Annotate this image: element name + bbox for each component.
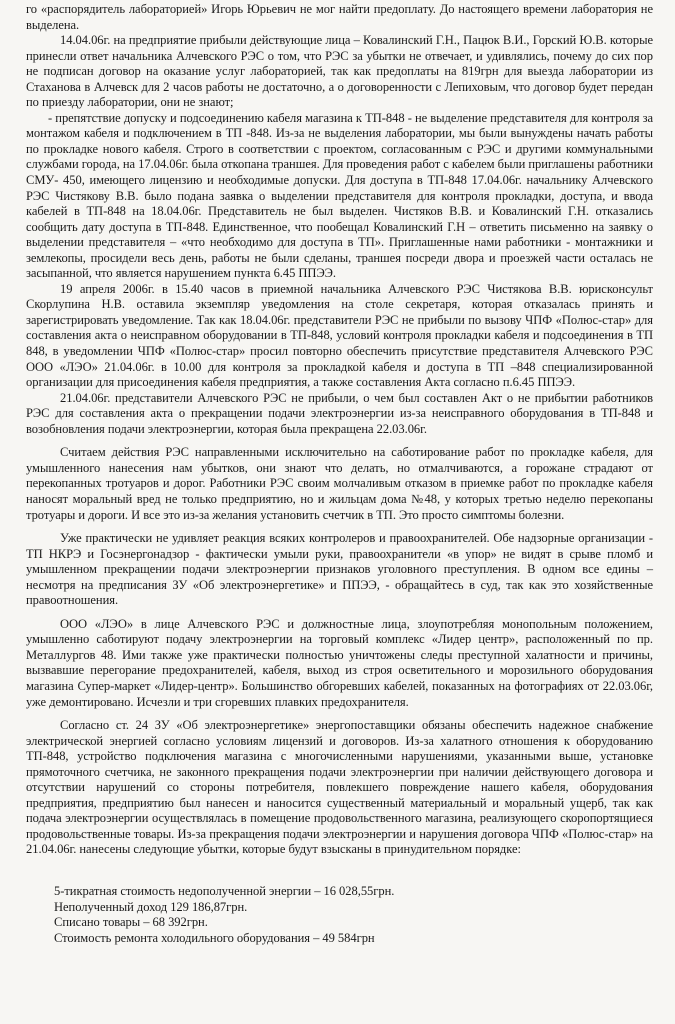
loss-item: Стоимость ремонта холодильного оборудования – 49 584грн: [54, 930, 375, 945]
loss-item: Неполученный доход 129 186,87грн.: [54, 899, 248, 914]
paragraph-intro: го «распорядитель лабораторией» Игорь Юрьевич не мог найти предоплату. До настоящего времени лаборатория не выделена.: [26, 2, 653, 32]
paragraph-leo: ООО «ЛЭО» в лице Алчевского РЭС и должностные лица, злоупотребляя монопольным положением, умышленно саботируют подачу электроэнергии на торговый комплекс «Лидер центр», расположенный по пр. Металлургов 48. Ими также уже практически полностью уничтожены следы преступной халатности и причины, вызвавшие перегорание предохранителей, кабеля, выход из строя осветительного и морозильного оборудования магазина Супер-маркет «Лидер-центр». Большинство обгоревших кабелей, показанных на фотографиях от 22.03.06г, уже демонтировано. Исчезли и три сгоревших плавких предохранителя.: [26, 616, 653, 709]
paragraph-21-april: 21.04.06г. представители Алчевского РЭС не прибыли, о чем был составлен Акт о не прибытии работников РЭС для составления акта о прекращении подачи электроэнергии из-за неисправного оборудования в ТП-848 и возобновления подачи электроэнергии, которая была прекращена 22.03.06г.: [26, 390, 653, 436]
paragraph-article-24: Согласно ст. 24 ЗУ «Об электроэнергетике» энергопоставщики обязаны обеспечить надежное снабжение электрической энергией согласно условиям лицензий и договоров. Из-за халатного отношения к оборудованию ТП-848, устройство подключения магазина с многочисленными нарушениями, указанными выше, установке прямоточного счетчика, не законного прекращения подачи электроэнергии при наличии действующего договора и отсутствии нарушений со стороны потребителя, повлекшего повреждение нашего кабеля, оборудования предприятия, предприятию был нанесен и наносится существенный материальный и моральный ущерб, так как подача электроэнергии осуществлялась в помещение продовольственного магазина, реализующего скоропортящиеся продовольственные товары. Из-за прекращения подачи электроэнергии и нарушения договора ЧПФ «Полюс-стар» на 21.04.06г. нанесены следующие убытки, которые будут взысканы в принудительном порядке:: [26, 718, 653, 857]
paragraph-sabotage: Считаем действия РЭС направленными исключительно на саботирование работ по прокладке кабеля, для умышленного нанесения нам убытков, они знают что делать, но отмалчиваются, а горожане страдают от перекопанных тротуаров и дорог. Работники РЭС своим молчаливым отказом в приемке работ по прокладке кабеля наносят моральный вред не только предприятию, но и жильцам дома №48, у которых третью неделю перекопаны тротуары и дороги. И все это из-за желания установить счетчик в ТП. Это просто симптомы болезни.: [26, 445, 653, 522]
paragraph-controllers: Уже практически не удивляет реакция всяких контролеров и правоохранителей. Обе надзорные организации - ТП НКРЭ и Госэнергонадзор - фактически умыли руки, правоохранители «в упор» не видят в срыве пломб и умышленном прекращении подачи электроэнергии признаков уголовного преступления. В одном все едины – несмотря на предписания ЗУ «Об электроэнергетике» и ППЭЭ, - обращайтесь в суд, так как это хозяйственные правоотношения.: [26, 531, 653, 608]
loss-item: Списано товары – 68 392грн.: [54, 915, 208, 930]
paragraph-1404-visit: 14.04.06г. на предприятие прибыли действующие лица – Ковалинский Г.Н., Пацюк В.И., Горский Ю.В. которые принесли ответ начальника Алчевского РЭС о том, что РЭС за убытки не отвечает, и удивлялись, почему до сих пор не подписан договор на оказание услуг лабораторией, так как предоплаты на 819грн для выезда лаборатории из Стаханова в Алчевск для 2 часов работы не достаточно, а о договоренности с Лепиховым, что договор будет передан по приезду лаборатории, они не знают;: [26, 33, 653, 110]
paragraph-19-april: 19 апреля 2006г. в 15.40 часов в приемной начальника Алчевского РЭС Чистякова В.В. юрисконсульт Скорлупина Н.В. оставила экземпляр уведомления на столе секретаря, которая отказалась принять и зарегистрировать уведомление. Так как 18.04.06г. представители РЭС не прибыли по вызову ЧПФ «Полюс-стар» для составления акта о неисправном оборудовании в ТП-848, условий контроля прокладки кабеля и подсоединения в ТП 848, в уведомлении ЧПФ «Полюс-стар» просил повторно обеспечить присутствие представителя Алчевского РЭС ООО «ЛЭО» 21.04.06г. в 10.00 для контроля за прокладкой кабеля и доступа в ТП –848 специализированной организации для присоединения кабеля предприятия, а также составления Акта согласно п.6.45 ППЭЭ.: [26, 281, 653, 390]
loss-item: 5-тикратная стоимость недополученной энергии – 16 028,55грн.: [54, 883, 395, 898]
paragraph-cable-obstacle: - препятствие допуску и подсоединению кабеля магазина к ТП-848 - не выделение представителя для контроля за монтажом кабеля и подключением в ТП -848. Из-за не выделения лаборатории, мы были вынуждены начать работы по прокладке нового кабеля. Строго в соответствии с проектом, согласованным с РЭС и другими коммунальными службами города, на 17.04.06г. была откопана траншея. Для проведения работ с кабелем были приглашены работники СМУ- 450, имеющего лицензию и необходимые допуски. Для доступа в ТП-848 17.04.06г. начальнику Алчевского РЭС Чистякову В.В. было подана заявка о выделении представителя для контроля прокладки, доступа, и ввода кабелей в ТП-848 на 18.04.06г. Представитель не был выделен. Чистяков В.В. и Ковалинский Г.Н. отказались сообщить дату доступа в ТП-848. Единственное, что пообещал Ковалинский Г.Н – ответить письменно на заявку о выделении представителя – «что необходимо для доступа в ТП». Приглашенные нами работники - монтажники и землекопы, просидели весь день, работы не были сделаны, траншея посреди двора и проезжей части осталась не засыпанной, что является нарушением пункта 6.45 ППЭЭ.: [26, 110, 653, 281]
losses-list: [26, 884, 653, 946]
